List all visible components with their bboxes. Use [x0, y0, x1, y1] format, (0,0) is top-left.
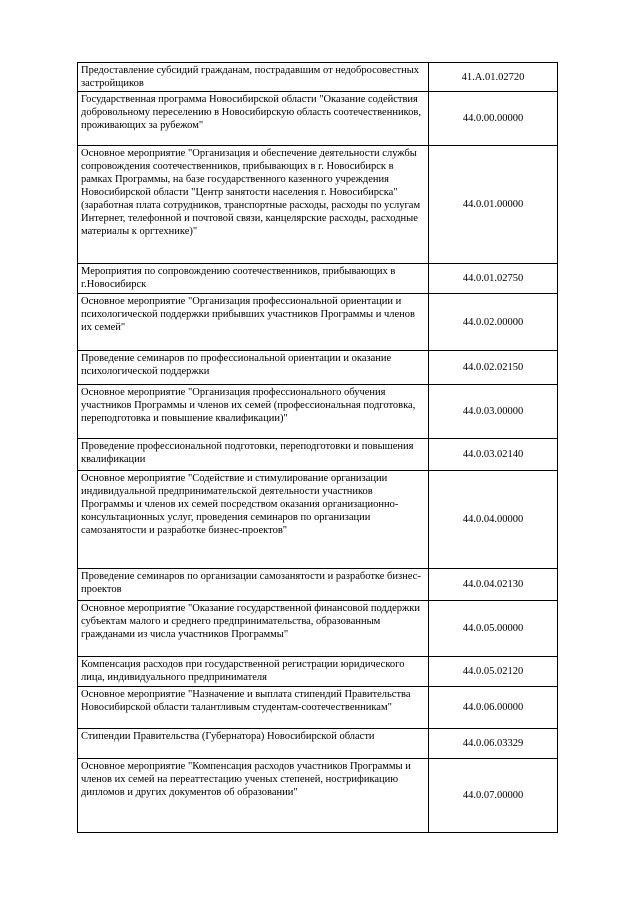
table-row	[78, 657, 558, 687]
row-code: 41.А.01.02720	[429, 63, 558, 92]
table-row	[78, 63, 558, 92]
row-code: 44.0.03.00000	[429, 385, 558, 439]
row-code: 44.0.06.03329	[429, 729, 558, 759]
row-name: Предоставление субсидий гражданам, пострадавшим от недобросовестных застройщиков	[78, 63, 429, 92]
row-name: Основное мероприятие "Оказание государственной финансовой поддержки субъектам малого и среднего предпринимательства, образованным гражданами из числа участников Программы"	[78, 601, 429, 657]
row-name: Проведение профессиональной подготовки, переподготовки и повышения квалификации	[78, 439, 429, 471]
table-row	[78, 729, 558, 759]
row-name: Проведение семинаров по организации самозанятости и разработке бизнес-проектов	[78, 569, 429, 601]
row-code: 44.0.06.00000	[429, 687, 558, 729]
table-row	[78, 264, 558, 294]
row-name: Основное мероприятие "Содействие и стимулирование организации индивидуальной предпринимательской деятельности участников Программы и членов их семей посредством оказания организационно-консультационных услуг, проведения семинаров по организации самозанятости и разработке бизнес-проектов"	[78, 471, 429, 569]
table-row	[78, 569, 558, 601]
row-code: 44.0.01.02750	[429, 264, 558, 294]
row-code: 44.0.05.02120	[429, 657, 558, 687]
row-name: Мероприятия по сопровождению соотечественников, прибывающих в г.Новосибирск	[78, 264, 429, 294]
row-code: 44.0.04.02130	[429, 569, 558, 601]
row-name: Основное мероприятие "Организация профессионального обучения участников Программы и членов их семей (профессиональная подготовка, переподготовка и повышение квалификации)"	[78, 385, 429, 439]
row-name: Проведение семинаров по профессиональной ориентации и оказание психологической поддержки	[78, 351, 429, 385]
table-row	[78, 759, 558, 833]
row-name: Компенсация расходов при государственной регистрации юридического лица, индивидуального предпринимателя	[78, 657, 429, 687]
table-row	[78, 601, 558, 657]
row-code: 44.0.03.02140	[429, 439, 558, 471]
table-row	[78, 439, 558, 471]
row-name: Государственная программа Новосибирской области "Оказание содействия добровольному переселению в Новосибирскую область соотечественников, проживающих за рубежом"	[78, 92, 429, 146]
budget-table	[77, 62, 558, 833]
table-row	[78, 146, 558, 264]
table-row	[78, 687, 558, 729]
row-name: Основное мероприятие "Назначение и выплата стипендий Правительства Новосибирской области талантливым студентам-соотечественникам"	[78, 687, 429, 729]
row-code: 44.0.07.00000	[429, 759, 558, 833]
table-row	[78, 385, 558, 439]
table-row	[78, 471, 558, 569]
row-name: Основное мероприятие "Компенсация расходов участников Программы и членов их семей на переаттестацию ученых степеней, нострификацию дипломов и других документов об образовании"	[78, 759, 429, 833]
table-row	[78, 92, 558, 146]
row-name: Стипендии Правительства (Губернатора) Новосибирской области	[78, 729, 429, 759]
row-name: Основное мероприятие "Организация профессиональной ориентации и психологической поддержки прибывших участников Программы и членов их семей"	[78, 294, 429, 351]
row-name: Основное мероприятие "Организация и обеспечение деятельности службы сопровождения соотечественников, прибывающих в г. Новосибирск в рамках Программы, на базе государственного казенного учреждения Новосибирской области "Центр занятости населения г. Новосибирска" (заработная плата сотрудников, транспортные расходы, расходы по услугам Интернет, телефонной и почтовой связи, канцелярские расходы, расходные материалы к оргтехнике)"	[78, 146, 429, 264]
row-code: 44.0.00.00000	[429, 92, 558, 146]
table-row	[78, 351, 558, 385]
row-code: 44.0.02.02150	[429, 351, 558, 385]
row-code: 44.0.02.00000	[429, 294, 558, 351]
row-code: 44.0.01.00000	[429, 146, 558, 264]
row-code: 44.0.04.00000	[429, 471, 558, 569]
row-code: 44.0.05.00000	[429, 601, 558, 657]
table-row	[78, 294, 558, 351]
